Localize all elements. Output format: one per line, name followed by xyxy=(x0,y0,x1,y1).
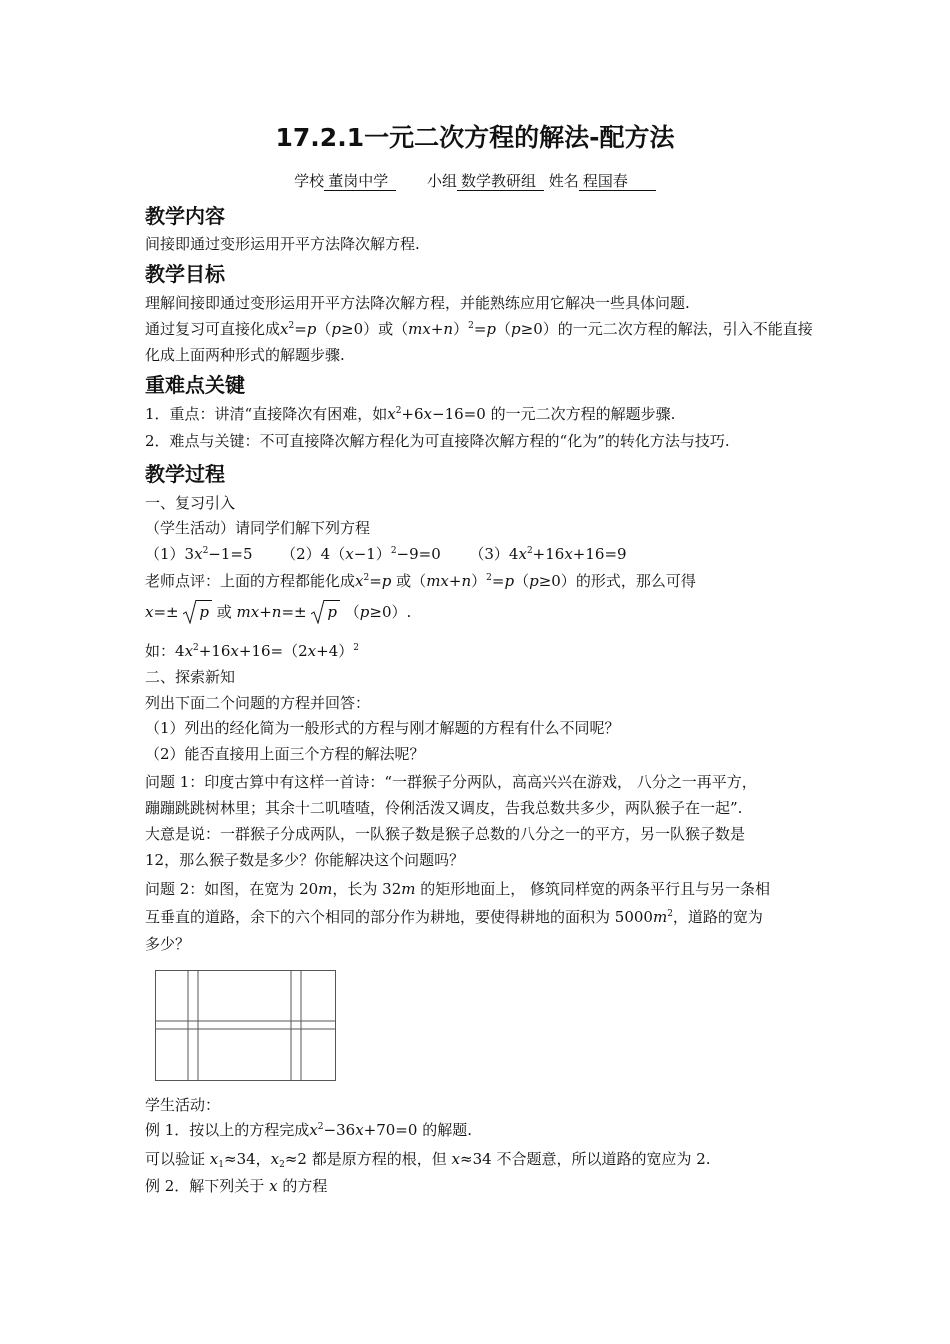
example-2: 例 2．解下列关于 x 的方程 xyxy=(145,1177,328,1195)
heading-goal: 教学目标 xyxy=(145,262,225,286)
problem-2-line-3: 多少？ xyxy=(145,935,191,953)
field-outline xyxy=(156,971,336,1081)
heading-content: 教学内容 xyxy=(145,204,225,228)
review-equations: $(1)3x^2-1=5$ $(2)4(x-1)^2-9=0$ $(3)4x^2+16x+16=9$ xyxy=(145,545,627,563)
problem-1-line-2: 蹦蹦跳跳树林里；其余十二叽喳喳，伶俐活泼又调皮，告我总数共多少，两队猴子在一起”. xyxy=(145,799,743,817)
goal-line-2: 通过复习可直接化成$x^2=p(p\ge 0)$或$(mx+n)^2=p(p\ge 0)$的一元二次方程的解法，引入不能直接 xyxy=(145,320,813,338)
school-label: 学校 xyxy=(294,172,325,190)
heading-key: 重难点关键 xyxy=(145,373,245,397)
verify-a: 可以验证 xyxy=(145,1150,206,1168)
student-activity: 学生活动： xyxy=(145,1096,221,1114)
key-item-2: 2．难点与关键：不可直接降次解方程化为可直接降次解方程的“化为”的转化方法与技巧. xyxy=(145,432,730,450)
problem-1-line-1: 问题 1：印度古算中有这样一首诗：“一群猴子分两队，高高兴兴在游戏， 八分之一再平方， xyxy=(145,773,757,791)
verify-line: 可以验证 $x_1\approx 34$，$x_2\approx 2$ 都是原方程的根，但 x≈34 不合题意，所以道路的宽应为 2. xyxy=(145,1150,711,1170)
problem-1-line-3: 大意是说：一群猴子分成两队，一队猴子数是猴子总数的八分之一的平方，另一队猴子数是 xyxy=(145,825,746,843)
goal-line-2b: 的一元二次方程的解法，引入不能直接 xyxy=(557,320,813,338)
problem-2-line-1b: ，长为 32 xyxy=(332,880,402,898)
activity-text: （学生活动）请同学们解下列方程 xyxy=(145,519,371,537)
teacher-comment: 老师点评：上面的方程都能化成$x^2=p$ 或$(mx+n)^2=p(p\ge 0)$的形式，那么可得 xyxy=(145,572,696,590)
example-2b: 的方程 xyxy=(282,1177,328,1195)
name-label: 姓名 xyxy=(548,172,579,190)
part-2-title: 二、探索新知 xyxy=(145,668,236,686)
key-item-1: 1．重点：讲清“直接降次有困难，如$x^2+6x-16=0$ 的一元二次方程的解题步骤. xyxy=(145,405,676,423)
example-1: 例 1．按以上的方程完成$x^2-36x+70=0$ 的解题. xyxy=(145,1121,472,1139)
group-value: 数学教研组 xyxy=(457,173,544,191)
part-1-title: 一、复习引入 xyxy=(145,494,236,512)
problem-2-line-1: 问题 2：如图，在宽为 20m，长为 32m 的矩形地面上， 修筑同样宽的两条平行且与另一条相 xyxy=(145,880,771,898)
problem-2-line-2: 互垂直的道路，余下的六个相同的部分作为耕地，要使得耕地的面积为 $5000m^2$，道路的宽为 xyxy=(145,908,763,926)
field-road-diagram xyxy=(155,970,337,1082)
heading-process: 教学过程 xyxy=(145,462,225,486)
problem-2-line-1a: 问题 2：如图，在宽为 20 xyxy=(145,880,319,898)
example-2a: 例 2．解下列关于 xyxy=(145,1177,265,1195)
page-title: 17.2.1一元二次方程的解法-配方法 xyxy=(275,123,675,152)
question-1: （1）列出的经化简为一般形式的方程与刚才解题的方程有什么不同呢？ xyxy=(145,719,620,737)
verify-b: 都是原方程的根，但 xyxy=(311,1150,447,1168)
problem-2-line-1c: 的矩形地面上， 修筑同样宽的两条平行且与另一条相 xyxy=(420,880,771,898)
name-value: 程国春 xyxy=(579,173,656,191)
teacher-comment-b: 的形式，那么可得 xyxy=(575,572,696,590)
key-item-1b: 的一元二次方程的解题步骤. xyxy=(490,405,676,423)
key-item-1a: 1．重点：讲清“直接降次有困难，如 xyxy=(145,405,388,423)
author-info xyxy=(0,170,950,191)
teacher-comment-a: 老师点评：上面的方程都能化成 xyxy=(145,572,356,590)
goal-line-2a: 通过复习可直接化成 xyxy=(145,320,281,338)
example-1b: 的解题. xyxy=(422,1121,472,1139)
example-prefix: 如： xyxy=(145,642,176,660)
solution-formula: x=± p 或 mx+n=± p （p≥0）. xyxy=(145,600,411,622)
goal-line-1: 理解间接即通过变形运用开平方法降次解方程，并能熟练应用它解决一些具体问题. xyxy=(145,294,690,312)
question-2: （2）能否直接用上面三个方程的解法呢？ xyxy=(145,745,425,763)
verify-c: 不合题意，所以道路的宽应为 2. xyxy=(496,1150,711,1168)
explore-intro: 列出下面二个问题的方程并回答： xyxy=(145,694,371,712)
example-1a: 例 1．按以上的方程完成 xyxy=(145,1121,310,1139)
example-line: 如：$4x^2+16x+16=(2x+4)^2$ xyxy=(145,642,359,660)
problem-2-line-2a: 互垂直的道路，余下的六个相同的部分作为耕地，要使得耕地的面积为 5000 xyxy=(145,908,653,926)
group-label: 小组 xyxy=(426,172,457,190)
goal-line-3: 化成上面两种形式的解题步骤. xyxy=(145,346,345,364)
problem-2-line-2b: ，道路的宽为 xyxy=(672,908,763,926)
problem-1-line-4: 12，那么猴子数是多少？你能解决这个问题吗？ xyxy=(145,851,465,869)
content-text: 间接即通过变形运用开平方法降次解方程. xyxy=(145,235,420,253)
school-value: 董岗中学 xyxy=(324,173,396,191)
